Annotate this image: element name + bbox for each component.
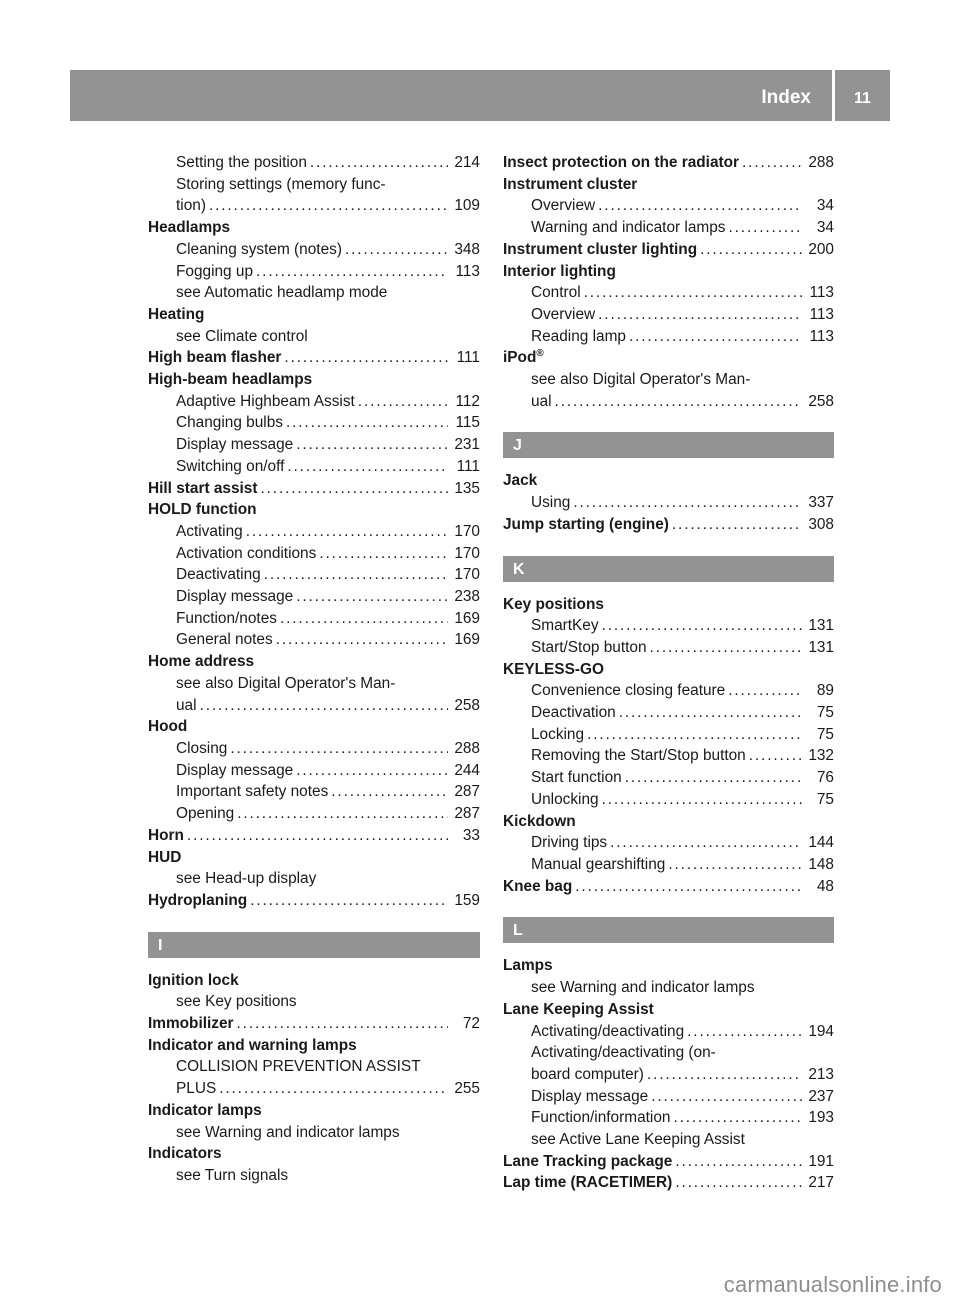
- page-reference[interactable]: 132: [808, 747, 834, 765]
- entry-label: Convenience closing feature: [531, 682, 726, 700]
- page-reference[interactable]: 231: [454, 436, 480, 454]
- index-entry: [148, 217, 480, 239]
- page-reference[interactable]: 131: [808, 638, 834, 656]
- index-subentry[interactable]: [148, 1078, 480, 1100]
- entry-label: Ignition lock: [148, 971, 239, 989]
- dot-leader: [250, 890, 448, 912]
- page-reference[interactable]: 113: [455, 262, 480, 280]
- index-subentry: [148, 326, 480, 348]
- entry-label: Key positions: [503, 595, 604, 613]
- index-subentry: [148, 991, 480, 1013]
- dot-leader: [345, 239, 448, 261]
- entry-label: see Turn signals: [176, 1166, 289, 1184]
- page-reference[interactable]: 170: [454, 522, 480, 540]
- index-entry: [148, 716, 480, 738]
- index-subentry[interactable]: [148, 521, 480, 543]
- entry-label: Hood: [148, 718, 188, 736]
- index-subentry[interactable]: [503, 391, 834, 413]
- entry-label: Lamps: [503, 957, 553, 975]
- index-subentry: [503, 1129, 834, 1151]
- entry-label: Knee bag: [503, 877, 573, 895]
- page-reference[interactable]: 308: [808, 515, 834, 533]
- letter-section-header: K: [503, 556, 834, 582]
- entry-label: see Active Lane Keeping Assist: [531, 1131, 745, 1149]
- index-entry: [148, 1035, 480, 1057]
- dot-leader: [276, 629, 448, 651]
- index-entry[interactable]: [503, 1151, 834, 1173]
- index-subentry[interactable]: [503, 1064, 834, 1086]
- dot-leader: [555, 391, 802, 413]
- index-subentry[interactable]: [148, 261, 480, 283]
- dot-leader: [237, 1013, 448, 1035]
- page-reference[interactable]: 148: [808, 855, 834, 873]
- index-subentry[interactable]: [148, 152, 480, 174]
- entry-label: Manual gearshifting: [531, 855, 666, 873]
- dot-leader: [668, 854, 802, 876]
- index-entry: [503, 174, 834, 196]
- entry-label: Immobilizer: [148, 1015, 234, 1033]
- entry-label: SmartKey: [531, 617, 599, 635]
- page-reference[interactable]: 170: [454, 566, 480, 584]
- dot-leader: [672, 514, 802, 536]
- letter-section-header: L: [503, 917, 834, 943]
- index-subentry[interactable]: [148, 456, 480, 478]
- index-subentry: [148, 1122, 480, 1144]
- index-subentry[interactable]: [503, 326, 834, 348]
- index-subentry[interactable]: [148, 781, 480, 803]
- index-subentry[interactable]: [503, 492, 834, 514]
- entry-label: Removing the Start/Stop button: [531, 747, 746, 765]
- entry-label: see Head-up display: [176, 870, 317, 888]
- index-entry: [503, 955, 834, 977]
- page-reference[interactable]: 75: [816, 725, 834, 743]
- page-reference[interactable]: 135: [454, 479, 480, 497]
- index-entry: [148, 499, 480, 521]
- index-subentry[interactable]: [148, 564, 480, 586]
- index-subentry[interactable]: [148, 239, 480, 261]
- index-subentry[interactable]: [503, 789, 834, 811]
- page-reference[interactable]: 258: [808, 392, 834, 410]
- entry-label: Start/Stop button: [531, 638, 647, 656]
- index-entry[interactable]: [148, 347, 480, 369]
- entry-label: Display message: [176, 588, 294, 606]
- page-reference[interactable]: 48: [816, 877, 834, 895]
- page-reference[interactable]: 113: [809, 327, 834, 345]
- page-reference[interactable]: 109: [454, 197, 480, 215]
- entry-label: Heating: [148, 305, 205, 323]
- entry-label: Unlocking: [531, 790, 599, 808]
- index-entry[interactable]: [148, 1013, 480, 1035]
- page-reference[interactable]: 214: [454, 154, 480, 171]
- index-entry[interactable]: [148, 478, 480, 500]
- index-entry[interactable]: [503, 1172, 834, 1194]
- entry-label: Jump starting (engine): [503, 515, 669, 533]
- page-reference[interactable]: 72: [462, 1015, 480, 1033]
- entry-label: High-beam headlamps: [148, 371, 313, 389]
- entry-label: PLUS: [176, 1080, 217, 1098]
- index-subentry: [148, 174, 480, 196]
- page-reference[interactable]: 237: [808, 1087, 834, 1105]
- entry-label: see Climate control: [176, 327, 308, 345]
- letter-section-header: J: [503, 432, 834, 458]
- index-subentry[interactable]: [503, 615, 834, 637]
- dot-leader: [256, 261, 448, 283]
- dot-leader: [286, 412, 448, 434]
- index-subentry[interactable]: [148, 738, 480, 760]
- index-entry: [148, 304, 480, 326]
- entry-label: Driving tips: [531, 834, 608, 852]
- dot-leader: [584, 282, 802, 304]
- page-reference[interactable]: 337: [808, 494, 834, 512]
- entry-label: Lap time (RACETIMER): [503, 1174, 673, 1192]
- entry-label: Instrument cluster: [503, 175, 638, 193]
- page-reference[interactable]: 238: [454, 588, 480, 606]
- index-subentry: [148, 1165, 480, 1187]
- index-entry: [503, 594, 834, 616]
- page-reference[interactable]: 111: [456, 457, 480, 475]
- dot-leader: [673, 1107, 802, 1129]
- index-subentry[interactable]: [148, 803, 480, 825]
- dot-leader: [310, 152, 448, 174]
- page-reference[interactable]: 244: [454, 761, 480, 779]
- page-reference[interactable]: 34: [816, 219, 834, 237]
- entry-label: Storing settings (memory func-: [176, 175, 386, 193]
- page-reference[interactable]: 33: [462, 826, 480, 844]
- dot-leader: [219, 1078, 448, 1100]
- index-subentry[interactable]: [148, 434, 480, 456]
- index-subentry[interactable]: [503, 217, 834, 239]
- dot-leader: [575, 876, 802, 898]
- page-number: 11: [854, 90, 871, 107]
- entry-label: Activation conditions: [176, 544, 317, 562]
- page-reference[interactable]: 288: [808, 154, 834, 171]
- index-entry: [503, 347, 834, 369]
- index-subentry: [148, 1056, 480, 1078]
- dot-leader: [187, 825, 448, 847]
- entry-label: Activating/deactivating: [531, 1022, 685, 1040]
- dot-leader: [200, 695, 448, 717]
- entry-label: Instrument cluster lighting: [503, 240, 698, 258]
- index-entry: [503, 470, 834, 492]
- entry-label: see Warning and indicator lamps: [176, 1123, 400, 1141]
- entry-label: Reading lamp: [531, 327, 626, 345]
- dot-leader: [742, 152, 802, 174]
- index-entry: [148, 1143, 480, 1165]
- entry-label: Lane Tracking package: [503, 1152, 673, 1170]
- entry-label: Switching on/off: [176, 457, 285, 475]
- index-subentry[interactable]: [148, 543, 480, 565]
- index-entry: [148, 970, 480, 992]
- dot-leader: [700, 239, 802, 261]
- dot-leader: [687, 1021, 802, 1043]
- entry-label: Closing: [176, 739, 228, 757]
- dot-leader: [261, 478, 449, 500]
- dot-leader: [625, 767, 802, 789]
- entry-label: Lane Keeping Assist: [503, 1000, 654, 1018]
- page-reference[interactable]: 159: [454, 891, 480, 909]
- dot-leader: [619, 702, 802, 724]
- entry-label: Indicators: [148, 1145, 222, 1163]
- dot-leader: [573, 492, 802, 514]
- index-subentry[interactable]: [503, 702, 834, 724]
- index-subentry[interactable]: [148, 586, 480, 608]
- page-reference[interactable]: 112: [455, 392, 480, 410]
- entry-label: Indicator and warning lamps: [148, 1036, 357, 1054]
- entry-label: General notes: [176, 631, 273, 649]
- page-reference[interactable]: 131: [808, 617, 834, 635]
- entry-label: see also Digital Operator's Man-: [531, 371, 751, 389]
- entry-label: Overview: [531, 305, 596, 323]
- entry-label: Important safety notes: [176, 783, 329, 801]
- dot-leader: [296, 586, 448, 608]
- index-subentry[interactable]: [503, 304, 834, 326]
- index-entry[interactable]: [503, 876, 834, 898]
- page-reference[interactable]: 76: [816, 769, 834, 787]
- entry-label: ual: [531, 392, 552, 410]
- page-reference[interactable]: 200: [808, 240, 834, 258]
- page-reference[interactable]: 287: [454, 805, 480, 823]
- index-subentry[interactable]: [503, 637, 834, 659]
- registered-mark: ®: [536, 348, 544, 360]
- index-entry: [503, 261, 834, 283]
- entry-label: Adaptive Highbeam Assist: [176, 392, 355, 410]
- entry-label: Activating/deactivating (on-: [531, 1044, 716, 1062]
- entry-label: Hydroplaning: [148, 891, 248, 909]
- dot-leader: [296, 434, 448, 456]
- index-subentry[interactable]: [148, 391, 480, 413]
- dot-leader: [296, 760, 448, 782]
- page-reference[interactable]: 170: [454, 544, 480, 562]
- page-reference[interactable]: 288: [454, 739, 480, 757]
- page-reference[interactable]: 113: [809, 305, 834, 323]
- entry-label: Horn: [148, 826, 184, 844]
- index-entry[interactable]: [503, 152, 834, 174]
- index-subentry: [503, 977, 834, 999]
- index-entry: [503, 999, 834, 1021]
- entry-label: Interior lighting: [503, 262, 616, 280]
- entry-label: see Key positions: [176, 993, 297, 1011]
- entry-label: Setting the position: [176, 154, 307, 171]
- page-reference[interactable]: 89: [816, 682, 834, 700]
- entry-label: Warning and indicator lamps: [531, 219, 726, 237]
- page-reference[interactable]: 258: [454, 696, 480, 714]
- entry-label: HOLD function: [148, 501, 257, 519]
- index-entry[interactable]: [148, 825, 480, 847]
- index-subentry: [148, 673, 480, 695]
- page-reference[interactable]: 169: [454, 631, 480, 649]
- entry-label: Display message: [176, 436, 294, 454]
- watermark: carmanualsonline.info: [723, 1272, 942, 1297]
- dot-leader: [629, 326, 802, 348]
- index-subentry[interactable]: [503, 854, 834, 876]
- index-column-left: [148, 152, 480, 1187]
- index-entry: [503, 811, 834, 833]
- index-entry: [148, 1100, 480, 1122]
- entry-label: tion): [176, 197, 206, 215]
- index-subentry[interactable]: [503, 282, 834, 304]
- index-entry: [503, 659, 834, 681]
- entry-label: board computer): [531, 1065, 644, 1083]
- entry-label: Using: [531, 494, 571, 512]
- dot-leader: [237, 803, 448, 825]
- entry-label: Changing bulbs: [176, 414, 283, 432]
- dot-leader: [280, 608, 448, 630]
- entry-label: KEYLESS-GO: [503, 660, 604, 678]
- index-subentry[interactable]: [503, 724, 834, 746]
- index-entry: [148, 847, 480, 869]
- dot-leader: [675, 1172, 802, 1194]
- page-reference[interactable]: 75: [816, 704, 834, 722]
- entry-label: see Automatic headlamp mode: [176, 284, 388, 302]
- entry-label: Jack: [503, 472, 538, 490]
- index-subentry[interactable]: [503, 1107, 834, 1129]
- entry-label: Function/notes: [176, 609, 277, 627]
- entry-label: Locking: [531, 725, 585, 743]
- index-subentry: [503, 369, 834, 391]
- dot-leader: [284, 347, 448, 369]
- entry-label: Kickdown: [503, 812, 576, 830]
- index-subentry[interactable]: [148, 195, 480, 217]
- dot-leader: [331, 781, 448, 803]
- dot-leader: [319, 543, 448, 565]
- dot-leader: [602, 615, 802, 637]
- entry-label: Function/information: [531, 1109, 671, 1127]
- dot-leader: [287, 456, 448, 478]
- dot-leader: [647, 1064, 802, 1086]
- index-subentry: [148, 868, 480, 890]
- entry-label: High beam flasher: [148, 349, 282, 367]
- entry-label: see Warning and indicator lamps: [531, 979, 755, 997]
- header-title: Index: [761, 87, 811, 108]
- index-subentry: [503, 1042, 834, 1064]
- index-subentry[interactable]: [503, 680, 834, 702]
- page-reference[interactable]: 34: [816, 197, 834, 215]
- entry-label: HUD: [148, 848, 182, 866]
- entry-label: iPod®: [503, 348, 544, 367]
- entry-label: Deactivating: [176, 566, 261, 584]
- dot-leader: [602, 789, 802, 811]
- index-entry[interactable]: [503, 239, 834, 261]
- dot-leader: [675, 1151, 802, 1173]
- page-reference[interactable]: 191: [808, 1152, 834, 1170]
- dot-leader: [610, 832, 802, 854]
- page-reference[interactable]: 255: [454, 1080, 480, 1098]
- index-subentry[interactable]: [503, 745, 834, 767]
- index-subentry[interactable]: [148, 608, 480, 630]
- dot-leader: [358, 391, 448, 413]
- dot-leader: [598, 195, 802, 217]
- index-entry: [148, 369, 480, 391]
- page-reference[interactable]: 115: [455, 414, 480, 432]
- entry-label: Display message: [176, 761, 294, 779]
- dot-leader: [650, 637, 802, 659]
- entry-label: Hill start assist: [148, 479, 258, 497]
- index-column-right: [503, 152, 834, 1194]
- page-reference[interactable]: 144: [808, 834, 834, 852]
- entry-label: Overview: [531, 197, 596, 215]
- page-reference[interactable]: 75: [816, 790, 834, 808]
- page-reference[interactable]: 193: [808, 1109, 834, 1127]
- dot-leader: [264, 564, 448, 586]
- entry-label: Start function: [531, 769, 622, 787]
- page-reference[interactable]: 348: [454, 240, 480, 258]
- index-subentry[interactable]: [148, 695, 480, 717]
- entry-label: COLLISION PREVENTION ASSIST: [176, 1058, 421, 1076]
- index-subentry[interactable]: [503, 832, 834, 854]
- index-entry[interactable]: [148, 890, 480, 912]
- index-subentry: [148, 282, 480, 304]
- dot-leader: [209, 195, 448, 217]
- page-reference[interactable]: 169: [454, 609, 480, 627]
- entry-label: Home address: [148, 653, 255, 671]
- page-reference[interactable]: 217: [808, 1174, 834, 1192]
- dot-leader: [728, 680, 802, 702]
- entry-label: Activating: [176, 522, 243, 540]
- dot-leader: [728, 217, 802, 239]
- page-reference[interactable]: 113: [809, 284, 834, 302]
- index-entry[interactable]: [503, 514, 834, 536]
- dot-leader: [246, 521, 448, 543]
- entry-label: Display message: [531, 1087, 649, 1105]
- dot-leader: [749, 745, 802, 767]
- entry-label: Deactivation: [531, 704, 616, 722]
- page-reference[interactable]: 194: [808, 1022, 834, 1040]
- index-subentry[interactable]: [148, 629, 480, 651]
- entry-label: see also Digital Operator's Man-: [176, 674, 396, 692]
- index-subentry[interactable]: [503, 767, 834, 789]
- entry-label: ual: [176, 696, 197, 714]
- entry-label: Indicator lamps: [148, 1101, 262, 1119]
- entry-label: Opening: [176, 805, 235, 823]
- index-entry: [148, 651, 480, 673]
- page-reference[interactable]: 287: [454, 783, 480, 801]
- index-subentry[interactable]: [148, 760, 480, 782]
- entry-label: Headlamps: [148, 219, 231, 237]
- index-subentry[interactable]: [503, 195, 834, 217]
- letter-section-header: I: [148, 932, 480, 958]
- entry-label: Control: [531, 284, 581, 302]
- index-subentry[interactable]: [503, 1086, 834, 1108]
- index-subentry[interactable]: [148, 412, 480, 434]
- dot-leader: [230, 738, 448, 760]
- page-reference[interactable]: 213: [808, 1065, 834, 1083]
- entry-label: Cleaning system (notes): [176, 240, 342, 258]
- entry-label: Insect protection on the radiator: [503, 154, 740, 171]
- page-reference[interactable]: 111: [456, 349, 480, 367]
- dot-leader: [651, 1086, 802, 1108]
- index-subentry[interactable]: [503, 1021, 834, 1043]
- entry-label: Fogging up: [176, 262, 254, 280]
- dot-leader: [587, 724, 802, 746]
- dot-leader: [598, 304, 802, 326]
